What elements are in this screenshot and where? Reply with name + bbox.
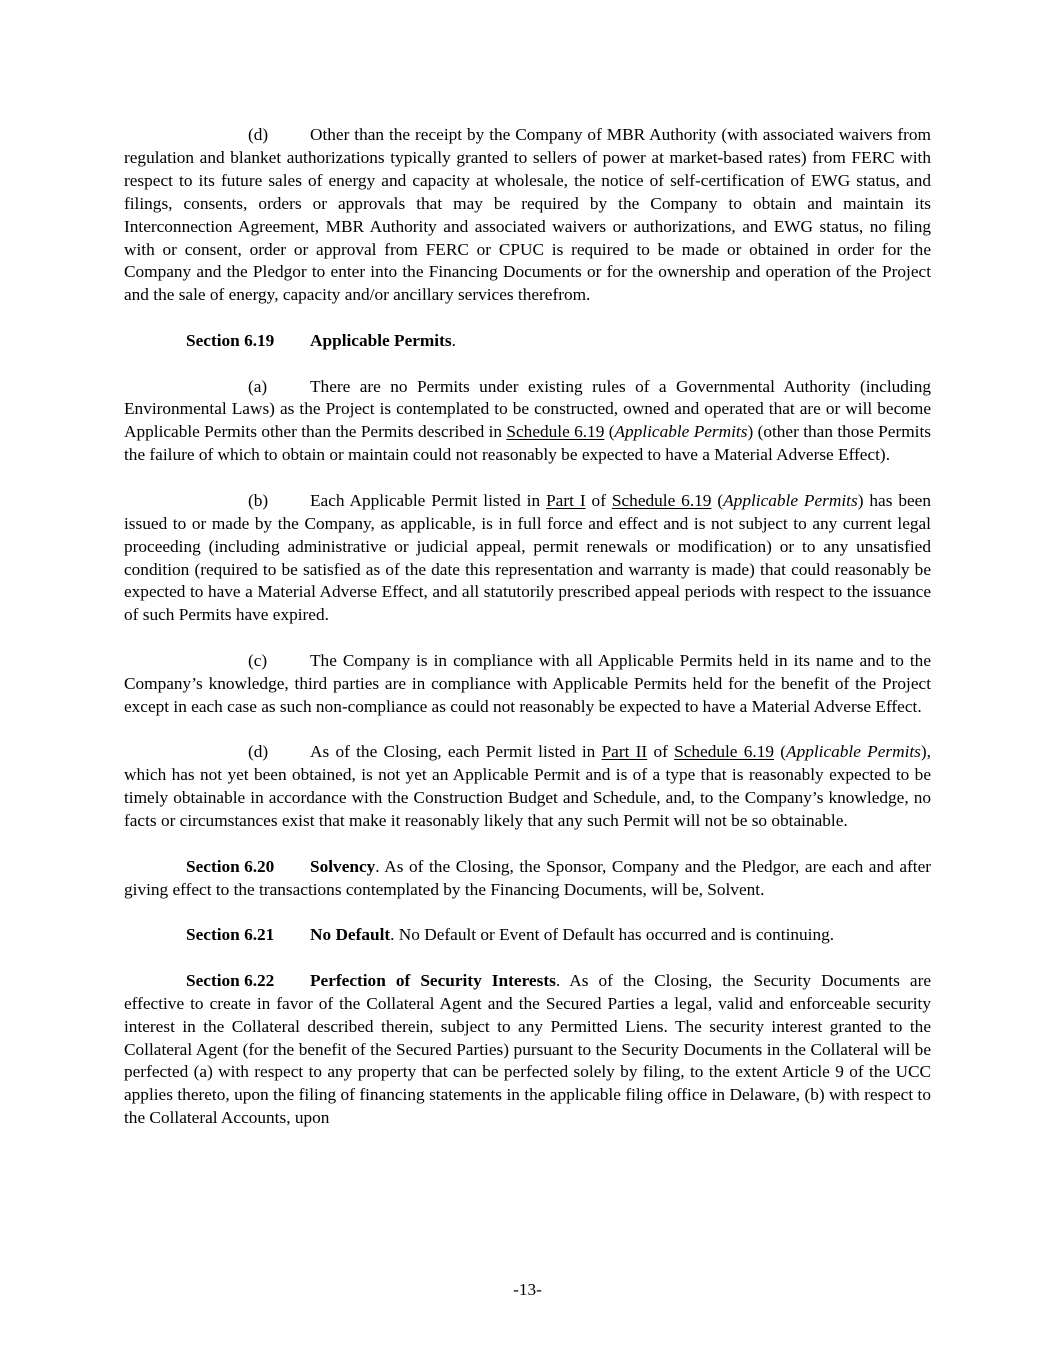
section-6-19-b (124, 490, 931, 627)
paragraph-text: ( (604, 422, 615, 442)
section-number: Section 6.19 (186, 330, 275, 350)
paragraph-label: (c) (248, 650, 268, 670)
paragraph-text: ) has been issued to or made by the Company, as applicable, is in full force and effect and is not subject to any current legal proceeding (including administrative or judicial appeal, permit renewals or modification) or to any unsatisfied condition (required to be satisfied as of the date this representation and warranty is made) that could reasonably be expected to have a Material Adverse Effect, and all statutorily prescribed appeal periods with respect to the issuance of such Permits have expired. (124, 490, 931, 625)
paragraph-text: ( (773, 742, 787, 762)
paragraph-text: The Company is in compliance with all Applicable Permits held in its name and to the Company’s knowledge, third parties are in compliance with Applicable Permits held for the benefit of the Project except in each case as such non-compliance as could not reasonably be expected to have a Material Adverse Effect. (124, 650, 931, 716)
section-text: . As of the Closing, the Sponsor, Company and the Pledgor, are each and after giving effect to the transactions contemplated by the Financing Documents, will be, Solvent. (124, 856, 931, 899)
section-6-20 (124, 856, 931, 902)
section-text: . No Default or Event of Default has occurred and is continuing. (390, 925, 835, 945)
schedule-title: Applicable Permits (786, 742, 921, 762)
paragraph-label: (d) (248, 125, 269, 144)
section-title: Perfection of Security Interests (310, 970, 556, 990)
document-page (124, 124, 931, 1130)
section-6-19-c (124, 650, 931, 719)
paragraph-text: There are no Permits under existing rules of a Governmental Authority (including Environmental Laws) as the Project is contemplated to be constructed, owned and operated that are or will become Applicable Permits other than the Permits described in (124, 376, 931, 442)
paragraph-d-regulatory (124, 124, 931, 307)
schedule-reference: Schedule 6.19 (611, 490, 712, 510)
section-6-22 (124, 970, 931, 1130)
paragraph-text: Other than the receipt by the Company of MBR Authority (with associated waivers from regulation and blanket authorizations typically granted to sellers of power at market-based rates) from FERC with respect to its future sales of energy and capacity at wholesale, the notice of self-certification of EWG status, and filings, consents, orders or approvals that may be required by the Company to obtain and maintain its Interconnection Agreement, MBR Authority and associated waivers or authorizations, and EWG status, no filing with or consent, order or approval from FERC or CPUC is required to be made or obtained in order for the Company and the Pledgor to enter into the Financing Documents or for the ownership and operation of the Project and the sale of energy, capacity and/or ancillary services therefrom. (124, 125, 931, 305)
paragraph-label: (b) (248, 490, 269, 510)
section-6-19-a (124, 376, 931, 468)
part-reference: Part I (546, 490, 586, 510)
section-6-19-heading (124, 330, 931, 353)
paragraph-text: of (585, 490, 612, 510)
section-title: No Default (310, 925, 391, 945)
schedule-reference: Schedule 6.19 (674, 742, 774, 762)
paragraph-label: (a) (248, 376, 268, 396)
paragraph-text: ) (other than those Permits the failure of which to obtain or maintain could not reasonably be expected to have a Material Adverse Effect). (124, 422, 931, 465)
schedule-title: Applicable Permits (723, 490, 858, 510)
section-text: . As of the Closing, the Security Documents are effective to create in favor of the Collateral Agent and the Secured Parties a legal, valid and enforceable security interest in the Collateral described therein, subject to any Permitted Liens. The security interest granted to the Collateral Agent (for the benefit of the Secured Parties) pursuant to the Security Documents in the Collateral will be perfected (a) with respect to any property that can be perfected solely by filing, to the extent Article 9 of the UCC applies thereto, upon the filing of financing statements in the applicable filing office in Delaware, (b) with respect to the Collateral Accounts, upon (124, 970, 931, 1128)
schedule-reference: Schedule 6.19 (506, 422, 605, 442)
section-number: Section 6.20 (186, 856, 275, 876)
paragraph-text: of (647, 742, 675, 762)
paragraph-label: (d) (248, 742, 269, 762)
page-number: -13- (513, 1280, 542, 1299)
section-title-period: . (451, 330, 456, 350)
section-6-21 (124, 924, 931, 947)
paragraph-text: ), which has not yet been obtained, is not yet an Applicable Permit and is of a type that is reasonably expected to be timely obtainable in accordance with the Construction Budget and Schedule, and, to the Company’s knowledge, no facts or circumstances exist that make it reasonably likely that any such Permit will not be so obtainable. (124, 742, 931, 831)
section-6-19-d (124, 741, 931, 833)
schedule-title: Applicable Permits (614, 422, 748, 442)
section-number: Section 6.21 (186, 925, 275, 945)
part-reference: Part II (601, 742, 648, 762)
paragraph-text: As of the Closing, each Permit listed in (310, 742, 602, 762)
paragraph-text: Each Applicable Permit listed in (310, 490, 547, 510)
section-title: Solvency (310, 856, 376, 876)
section-number: Section 6.22 (186, 970, 275, 990)
section-title: Applicable Permits (310, 330, 452, 350)
paragraph-text: ( (711, 490, 724, 510)
